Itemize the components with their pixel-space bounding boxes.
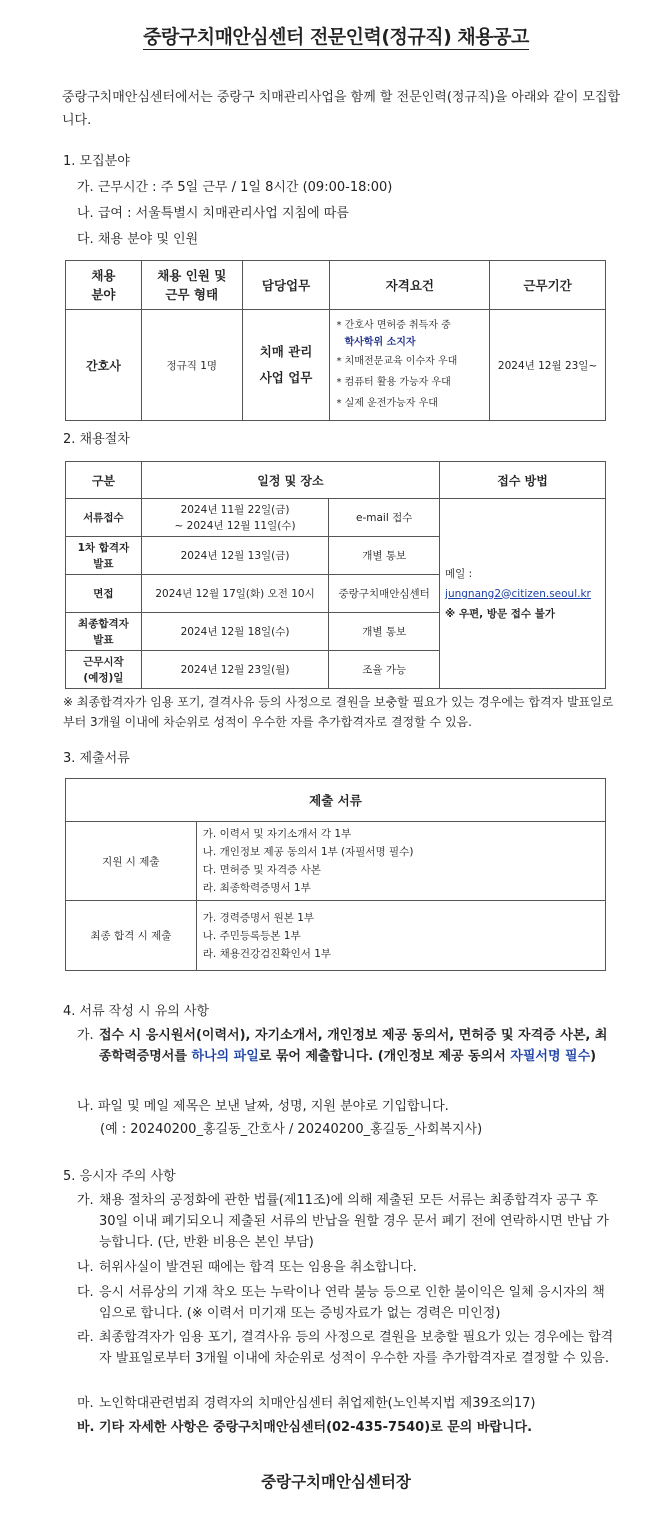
row-interview-label: 면접 bbox=[66, 575, 142, 613]
recruitment-table bbox=[65, 260, 606, 421]
row-first-place: 개별 통보 bbox=[329, 537, 440, 575]
documents-table bbox=[65, 778, 606, 971]
notice-5e: 마. 노인학대관련범죄 경력자의 치매안심센터 취업제한(노인복지법 제39조의17) bbox=[77, 1396, 536, 1411]
work-hours: 가. 근무시간 : 주 5일 근무 / 1일 8시간 (09:00-18:00) bbox=[77, 180, 393, 195]
salary: 나. 급여 : 서울특별시 치매관리사업 지침에 따름 bbox=[77, 206, 349, 221]
col-count: 채용 인원 및 근무 형태 bbox=[141, 261, 242, 310]
email-link[interactable]: jungnang2@citizen.seoul.kr bbox=[445, 587, 591, 600]
intro-text: 중랑구치매안심센터에서는 중랑구 치매관리사업을 함께 할 전문인력(정규직)을 아래와 같이 모집합니다. bbox=[62, 90, 621, 128]
notice-5c: 다. 응시 서류상의 기재 착오 또는 누락이나 연락 불능 등으로 인한 불이익은 일체 응시자의 책임으로 합니다. (※ 이력서 미기재 또는 증빙자료가 없는 경력은 미인정) bbox=[77, 1285, 605, 1321]
apply-docs-label: 지원 시 제출 bbox=[66, 822, 197, 901]
signature: 중랑구치매안심센터장 bbox=[261, 1473, 411, 1491]
section-5-heading: 5. 응시자 주의 사항 bbox=[63, 1169, 176, 1184]
row-first-date: 2024년 12월 13일(금) bbox=[141, 537, 329, 575]
row-docs-label: 서류접수 bbox=[66, 499, 142, 537]
col-duty: 담당업무 bbox=[242, 261, 330, 310]
notice-4a: 가. 접수 시 응시원서(이력서), 자기소개서, 개인정보 제공 동의서, 면허증 및 자격증 사본, 최종학력증명서를 하나의 파일로 묶어 제출합니다. (개인정보 제공 동의서 자필서명 필수) bbox=[77, 1028, 608, 1064]
col-field: 채용 분야 bbox=[66, 261, 142, 310]
page-title: 중랑구치매안심센터 전문인력(정규직) 채용공고 bbox=[143, 26, 529, 48]
section-4-heading: 4. 서류 작성 시 유의 사항 bbox=[63, 1004, 210, 1019]
documents-header: 제출 서류 bbox=[66, 779, 606, 822]
duty-cell: 치매 관리 사업 업무 bbox=[242, 310, 330, 421]
col-method: 접수 방법 bbox=[440, 462, 606, 499]
row-final-date: 2024년 12월 18일(수) bbox=[141, 613, 329, 651]
row-start-label: 근무시작 (예정)일 bbox=[66, 651, 142, 689]
row-final-label: 최종합격자 발표 bbox=[66, 613, 142, 651]
row-interview-date: 2024년 12월 17일(화) 오전 10시 bbox=[141, 575, 329, 613]
recruit-field-label: 다. 채용 분야 및 인원 bbox=[77, 232, 199, 247]
process-table bbox=[65, 461, 606, 689]
col-category: 구분 bbox=[66, 462, 142, 499]
row-interview-place: 중랑구치매안심센터 bbox=[329, 575, 440, 613]
final-docs-label: 최종 합격 시 제출 bbox=[66, 901, 197, 971]
period-cell: 2024년 12월 23일~ bbox=[490, 310, 606, 421]
process-note: ※ 최종합격자가 임용 포기, 결격사유 등의 사정으로 결원을 보충할 필요가 있는 경우에는 합격자 발표일로부터 3개월 이내에 차순위로 성적이 우수한 자를 추가합격자로 결정할 수 있음. bbox=[63, 695, 614, 729]
row-final-place: 개별 통보 bbox=[329, 613, 440, 651]
section-1-heading: 1. 모집분야 bbox=[63, 154, 130, 169]
notice-5d: 라. 최종합격자가 임용 포기, 결격사유 등의 사정으로 결원을 보충할 필요가 있는 경우에는 합격자 발표일로부터 3개월 이내에 차순위로 성적이 우수한 자를 추가합격자로 결정할 수 있음. bbox=[77, 1330, 614, 1366]
qualification-cell: * 간호사 면허증 취득자 중 학사학위 소지자 * 치매전문교육 이수자 우대 * 컴퓨터 활용 가능자 우대 * 실제 운전가능자 우대 bbox=[330, 310, 490, 421]
final-docs-list: 가. 경력증명서 원본 1부 나. 주민등록등본 1부 라. 채용건강검진확인서 1부 bbox=[196, 901, 605, 971]
section-2-heading: 2. 채용절차 bbox=[63, 432, 130, 447]
row-docs-place: e-mail 접수 bbox=[329, 499, 440, 537]
apply-docs-list: 가. 이력서 및 자기소개서 각 1부 나. 개인정보 제공 동의서 1부 (자필서명 필수) 다. 면허증 및 자격증 사본 라. 최종학력증명서 1부 bbox=[196, 822, 605, 901]
col-qualification: 자격요건 bbox=[330, 261, 490, 310]
col-schedule: 일정 및 장소 bbox=[141, 462, 439, 499]
submission-method: 메일 : jungnang2@citizen.seoul.kr ※ 우편, 방문 접수 불가 bbox=[440, 499, 606, 689]
notice-5f: 바. 기타 자세한 사항은 중랑구치매안심센터(02-435-7540)로 문의 바랍니다. bbox=[77, 1420, 533, 1435]
notice-4b-example: (예 : 20240200_홍길동_간호사 / 20240200_홍길동_사회복지사) bbox=[100, 1122, 483, 1137]
row-start-date: 2024년 12월 23일(월) bbox=[141, 651, 329, 689]
notice-5b: 나. 허위사실이 발견된 때에는 합격 또는 임용을 취소합니다. bbox=[77, 1260, 417, 1275]
notice-5a: 가. 채용 절차의 공정화에 관한 법률(제11조)에 의해 제출된 모든 서류는 최종합격자 공구 후 30일 이내 폐기되오니 제출된 서류의 반납을 원할 경우 문서 폐기 전에 연락하시면 반납 가능합니다. (단, 반환 비용은 본인 부담) bbox=[77, 1193, 609, 1250]
field-cell: 간호사 bbox=[66, 310, 142, 421]
row-start-place: 조율 가능 bbox=[329, 651, 440, 689]
row-docs-date: 2024년 11월 22일(금) ~ 2024년 12월 11일(수) bbox=[141, 499, 329, 537]
count-cell: 정규직 1명 bbox=[141, 310, 242, 421]
col-period: 근무기간 bbox=[490, 261, 606, 310]
row-first-label: 1차 합격자 발표 bbox=[66, 537, 142, 575]
notice-4b: 나. 파일 및 메일 제목은 보낸 날짜, 성명, 지원 분야로 기입합니다. bbox=[77, 1099, 449, 1114]
section-3-heading: 3. 제출서류 bbox=[63, 751, 130, 766]
